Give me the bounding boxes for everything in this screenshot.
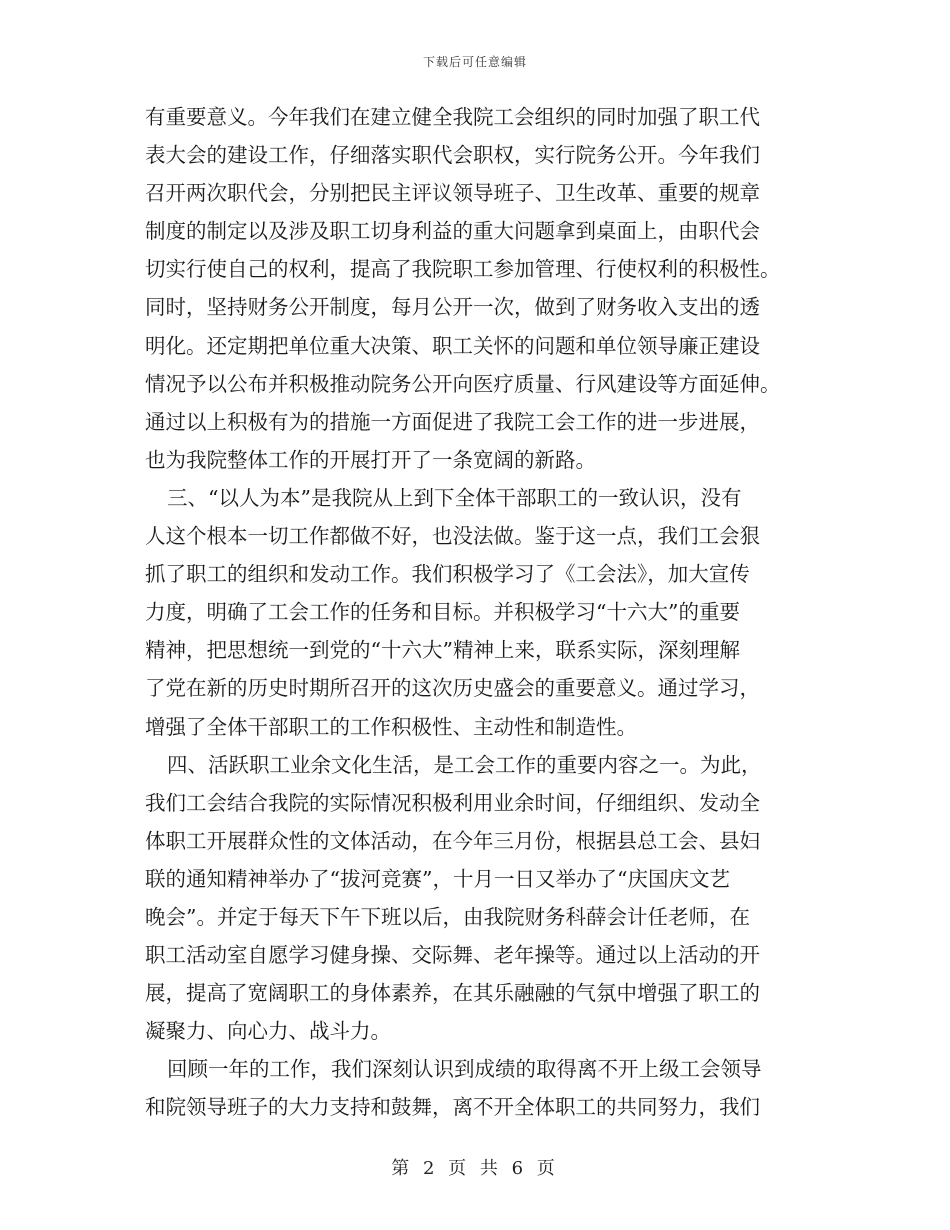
text-line: 明化。还定期把单位重大决策、职工关怀的问题和单位领导廉正建设 [145, 333, 760, 358]
paragraph-1 [145, 98, 795, 479]
text-line: 同时，坚持财务公开制度，每月公开一次，做到了财务收入支出的透 [145, 295, 760, 320]
text-line: 精神，把思想统一到党的“十六大”精神上来，联系实际，深刻理解 [145, 638, 740, 663]
text-line: 晚会”。并定于每天下午下班以后，由我院财务科薛会计任老师，在 [145, 904, 750, 929]
document-body [145, 98, 795, 1127]
text-line: 四、活跃职工业余文化生活，是工会工作的重要内容之一。为此， [167, 752, 762, 777]
paragraph-3 [145, 746, 795, 1051]
text-line: 表大会的建设工作，仔细落实职代会职权，实行院务公开。今年我们 [145, 143, 760, 168]
text-line: 人这个根本一切工作都做不好，也没法做。鉴于这一点，我们工会狠 [145, 524, 760, 549]
paragraph-4 [145, 1050, 795, 1126]
text-line: 三、“以人为本”是我院从上到下全体干部职工的一致认识，没有 [167, 485, 742, 510]
page-header: 下载后可任意编辑 [422, 55, 527, 69]
text-line: 凝聚力、向心力、战斗力。 [145, 1019, 391, 1044]
text-line: 我们工会结合我院的实际情况积极利用业余时间，仔细组织、发动全 [145, 790, 760, 815]
page-footer: 第 2 页 共 6 页 [391, 1158, 559, 1179]
text-line: 体职工开展群众性的文体活动，在今年三月份，根据县总工会、县妇 [145, 828, 760, 853]
text-line: 和院领导班子的大力支持和鼓舞，离不开全体职工的共同努力，我们 [145, 1095, 760, 1120]
text-line: 抓了职工的组织和发动工作。我们积极学习了《工会法》，加大宣传 [145, 562, 750, 587]
text-line: 了党在新的历史时期所召开的这次历史盛会的重要意义。通过学习， [145, 676, 760, 701]
text-line: 职工活动室自愿学习健身操、交际舞、老年操等。通过以上活动的开 [145, 943, 760, 968]
text-line: 召开两次职代会，分别把民主评议领导班子、卫生改革、重要的规章 [145, 181, 760, 206]
text-line: 制度的制定以及涉及职工切身利益的重大问题拿到桌面上，由职代会 [145, 219, 760, 244]
text-line: 增强了全体干部职工的工作积极性、主动性和制造性。 [145, 714, 637, 739]
text-line: 回顾一年的工作，我们深刻认识到成绩的取得离不开上级工会领导 [167, 1057, 762, 1082]
text-line: 力度，明确了工会工作的任务和目标。并积极学习“十六大”的重要 [145, 600, 740, 625]
text-line: 联的通知精神举办了“拔河竞赛”，十月一日又举办了“庆国庆文艺 [145, 866, 730, 891]
text-line: 通过以上积极有为的措施一方面促进了我院工会工作的进一步进展， [145, 409, 760, 434]
text-line: 情况予以公布并积极推动院务公开向医疗质量、行风建设等方面延伸。 [145, 371, 781, 396]
text-line: 也为我院整体工作的开展打开了一条宽阔的新路。 [145, 447, 596, 472]
paragraph-2 [145, 479, 795, 746]
text-line: 展，提高了宽阔职工的身体素养，在其乐融融的气氛中增强了职工的 [145, 981, 760, 1006]
text-line: 切实行使自己的权利，提高了我院职工参加管理、行使权利的积极性。 [145, 257, 781, 282]
text-line: 有重要意义。今年我们在建立健全我院工会组织的同时加强了职工代 [145, 105, 760, 129]
